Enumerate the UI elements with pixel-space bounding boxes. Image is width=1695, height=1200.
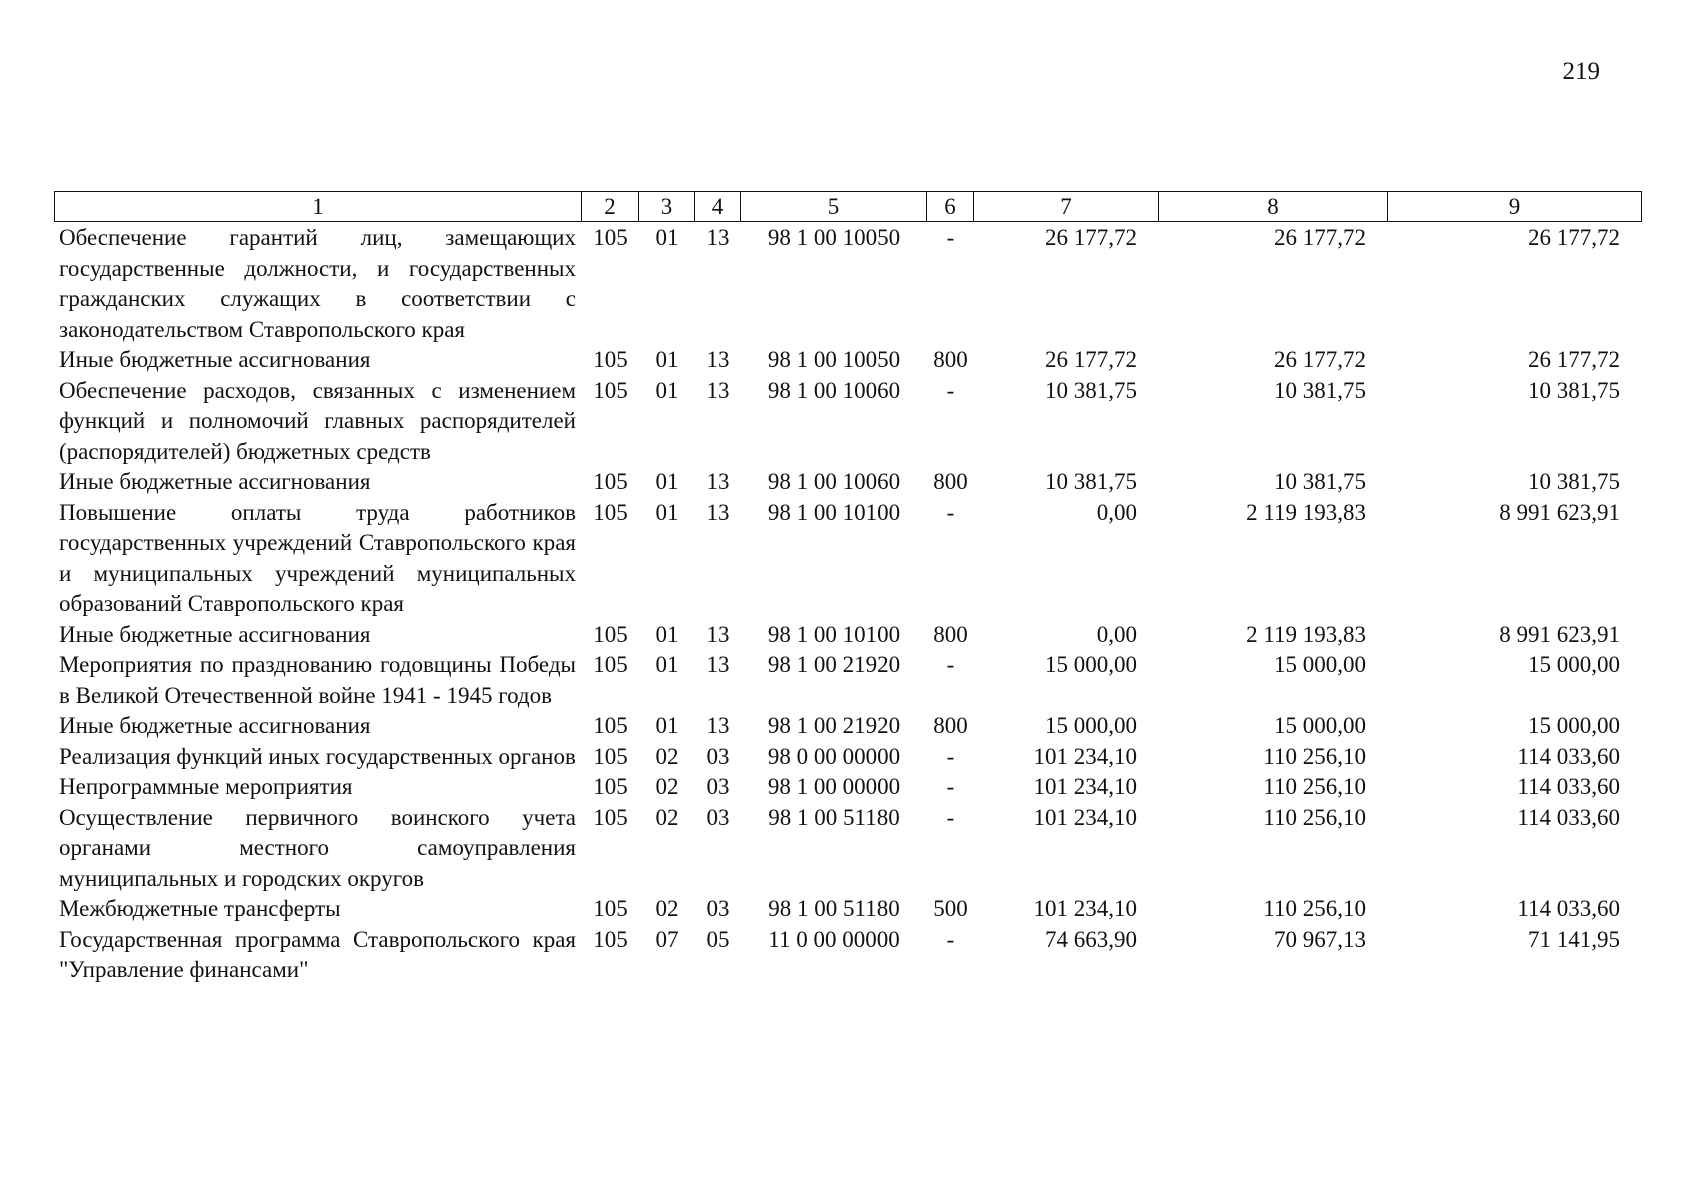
row-vr-cell: 800 — [933, 713, 968, 738]
row-vr-cell: 500 — [933, 896, 968, 921]
row-vr-cell: - — [946, 743, 955, 769]
row-rz-cell: 01 — [655, 652, 679, 677]
table-body — [54, 222, 1642, 986]
row-amount-2-cell: 10 381,75 — [1274, 377, 1366, 403]
row-amount-3-cell: 10 381,75 — [1528, 469, 1620, 494]
row-ved-cell: 105 — [593, 499, 628, 525]
row-name-cell: Мероприятия по празднованию годовщины Победы в Великой Отечественной войне 1941 - 1945 годов — [59, 652, 576, 708]
table-row — [54, 467, 1642, 498]
row-amount-2-cell: 110 256,10 — [1263, 804, 1366, 830]
row-ved-cell: 105 — [593, 713, 628, 738]
row-name-cell: Межбюджетные трансферты — [59, 896, 341, 921]
row-amount-3-cell: 26 177,72 — [1528, 347, 1620, 372]
row-rz-cell: 01 — [655, 469, 679, 494]
row-pr-cell: 13 — [706, 499, 730, 525]
row-pr-cell: 13 — [706, 713, 730, 738]
row-vr-cell: - — [946, 377, 955, 403]
row-name-cell: Иные бюджетные ассигнования — [59, 347, 371, 372]
row-amount-3-cell: 114 033,60 — [1517, 804, 1620, 830]
row-amount-3-cell: 114 033,60 — [1517, 743, 1620, 769]
row-vr-cell: - — [946, 774, 955, 799]
row-csr-cell: 98 1 00 21920 — [767, 713, 901, 738]
table-row — [54, 742, 1642, 773]
row-amount-2-cell: 15 000,00 — [1274, 713, 1366, 738]
table-header — [54, 191, 1642, 222]
row-pr-cell: 03 — [706, 774, 730, 799]
row-vr-cell: 800 — [933, 469, 968, 494]
row-rz-cell: 02 — [655, 774, 679, 799]
row-vr-cell: 800 — [933, 347, 968, 372]
row-vr-cell: - — [946, 499, 955, 525]
row-amount-1-cell: 101 234,10 — [1033, 774, 1137, 799]
row-amount-2-cell: 2 119 193,83 — [1246, 621, 1366, 647]
row-amount-3-cell: 10 381,75 — [1528, 377, 1620, 403]
table-row — [54, 620, 1642, 651]
row-name-cell: Повышение оплаты труда работников государственных учреждений Ставропольского края и муниципальных учреждений муниципальных образований Ставропольского края — [59, 499, 576, 616]
budget-table — [54, 191, 1642, 986]
row-csr-cell: 98 1 00 51180 — [768, 896, 900, 921]
row-ved-cell: 105 — [593, 774, 628, 799]
row-csr-cell: 98 1 00 10100 — [767, 621, 901, 647]
row-rz-cell: 01 — [655, 499, 679, 525]
row-amount-3-cell: 26 177,72 — [1528, 225, 1620, 250]
row-amount-1-cell: 10 381,75 — [1045, 377, 1137, 403]
row-pr-cell: 03 — [706, 804, 730, 830]
row-amount-3-cell: 8 991 623,91 — [1499, 499, 1620, 525]
table-row — [54, 650, 1642, 711]
table-row — [54, 925, 1642, 986]
row-csr-cell: 98 1 00 10060 — [767, 469, 901, 494]
row-amount-2-cell: 2 119 193,83 — [1246, 499, 1366, 525]
table-row — [54, 222, 1642, 345]
column-header-7: 7 — [974, 191, 1159, 222]
row-name-cell: Иные бюджетные ассигнования — [59, 469, 371, 494]
row-name-cell: Реализация функций иных государственных органов — [59, 743, 576, 769]
page-number: 219 — [1562, 58, 1600, 85]
column-header-8: 8 — [1159, 191, 1388, 222]
table-row — [54, 498, 1642, 620]
row-name-cell: Государственная программа Ставропольского края "Управление финансами" — [59, 926, 576, 982]
row-amount-2-cell: 15 000,00 — [1274, 652, 1366, 677]
table-row — [54, 894, 1642, 925]
row-pr-cell: 13 — [706, 469, 730, 494]
row-amount-1-cell: 0,00 — [1096, 499, 1137, 525]
row-name-cell: Осуществление первичного воинского учета органами местного самоуправления муниципальных и городских округов — [59, 804, 576, 891]
row-pr-cell: 13 — [706, 225, 730, 250]
row-amount-3-cell: 8 991 623,91 — [1499, 621, 1620, 647]
row-amount-2-cell: 70 967,13 — [1274, 926, 1366, 952]
row-amount-2-cell: 110 256,10 — [1263, 774, 1366, 799]
column-header-3: 3 — [639, 191, 695, 222]
row-vr-cell: - — [946, 652, 955, 677]
row-rz-cell: 02 — [655, 896, 679, 921]
row-amount-2-cell: 26 177,72 — [1274, 347, 1366, 372]
row-ved-cell: 105 — [593, 652, 628, 677]
row-rz-cell: 01 — [655, 225, 679, 250]
table-row — [54, 803, 1642, 895]
row-ved-cell: 105 — [593, 225, 628, 250]
row-rz-cell: 02 — [655, 804, 679, 830]
column-header-6: 6 — [927, 191, 974, 222]
row-amount-3-cell: 114 033,60 — [1517, 774, 1620, 799]
row-amount-1-cell: 15 000,00 — [1045, 652, 1137, 677]
row-name-cell: Непрограммные мероприятия — [59, 774, 353, 799]
table-row — [54, 376, 1642, 468]
row-amount-1-cell: 101 234,10 — [1033, 743, 1137, 769]
row-pr-cell: 13 — [706, 347, 730, 372]
table-row — [54, 711, 1642, 742]
row-csr-cell: 98 0 00 00000 — [767, 743, 901, 769]
row-ved-cell: 105 — [593, 926, 628, 952]
row-amount-1-cell: 26 177,72 — [1045, 225, 1137, 250]
row-amount-3-cell: 15 000,00 — [1528, 652, 1620, 677]
row-ved-cell: 105 — [593, 804, 628, 830]
row-pr-cell: 03 — [706, 743, 730, 769]
row-name-cell: Иные бюджетные ассигнования — [59, 621, 371, 647]
row-csr-cell: 98 1 00 10100 — [767, 499, 901, 525]
row-amount-1-cell: 0,00 — [1096, 621, 1137, 647]
row-pr-cell: 05 — [706, 926, 730, 952]
column-header-1: 1 — [54, 191, 582, 222]
row-amount-1-cell: 15 000,00 — [1045, 713, 1137, 738]
column-header-9: 9 — [1388, 191, 1642, 222]
column-header-5: 5 — [741, 191, 927, 222]
row-vr-cell: - — [946, 225, 955, 250]
row-name-cell: Иные бюджетные ассигнования — [59, 713, 371, 738]
column-header-4: 4 — [695, 191, 741, 222]
row-rz-cell: 01 — [655, 713, 679, 738]
row-amount-2-cell: 26 177,72 — [1274, 225, 1366, 250]
row-pr-cell: 13 — [706, 377, 730, 403]
row-vr-cell: 800 — [933, 621, 968, 647]
column-header-2: 2 — [582, 191, 639, 222]
row-name-cell: Обеспечение расходов, связанных с изменением функций и полномочий главных распорядителей (распорядителей) бюджетных средств — [59, 377, 576, 464]
row-ved-cell: 105 — [593, 377, 628, 403]
row-ved-cell: 105 — [593, 743, 628, 769]
table-row — [54, 345, 1642, 376]
row-vr-cell: - — [946, 804, 955, 830]
row-pr-cell: 03 — [706, 896, 730, 921]
row-amount-1-cell: 26 177,72 — [1045, 347, 1137, 372]
row-amount-1-cell: 101 234,10 — [1033, 804, 1137, 830]
row-amount-1-cell: 74 663,90 — [1045, 926, 1137, 952]
row-csr-cell: 98 1 00 21920 — [767, 652, 901, 677]
row-csr-cell: 98 1 00 51180 — [768, 804, 900, 830]
row-csr-cell: 98 1 00 10050 — [767, 347, 901, 372]
row-amount-2-cell: 110 256,10 — [1263, 743, 1366, 769]
row-vr-cell: - — [946, 926, 955, 952]
row-pr-cell: 13 — [706, 652, 730, 677]
row-ved-cell: 105 — [593, 469, 628, 494]
row-amount-1-cell: 10 381,75 — [1045, 469, 1137, 494]
header-row — [54, 191, 1642, 222]
table-row — [54, 772, 1642, 803]
row-ved-cell: 105 — [593, 621, 628, 647]
row-rz-cell: 01 — [655, 377, 679, 403]
row-amount-3-cell: 15 000,00 — [1528, 713, 1620, 738]
row-csr-cell: 98 1 00 10060 — [767, 377, 901, 403]
row-csr-cell: 98 1 00 00000 — [767, 774, 901, 799]
row-amount-2-cell: 110 256,10 — [1263, 896, 1366, 921]
row-pr-cell: 13 — [706, 621, 730, 647]
row-ved-cell: 105 — [593, 896, 628, 921]
row-name-cell: Обеспечение гарантий лиц, замещающих государственные должности, и государственных гражданских служащих в соответствии с законодательством Ставропольского края — [59, 225, 576, 342]
row-ved-cell: 105 — [593, 347, 628, 372]
row-rz-cell: 01 — [655, 347, 679, 372]
row-amount-3-cell: 114 033,60 — [1517, 896, 1620, 921]
row-rz-cell: 02 — [655, 743, 679, 769]
row-rz-cell: 01 — [655, 621, 679, 647]
row-csr-cell: 98 1 00 10050 — [767, 225, 901, 250]
row-rz-cell: 07 — [655, 926, 679, 952]
row-csr-cell: 11 0 00 00000 — [768, 926, 900, 952]
row-amount-1-cell: 101 234,10 — [1033, 896, 1137, 921]
row-amount-2-cell: 10 381,75 — [1274, 469, 1366, 494]
row-amount-3-cell: 71 141,95 — [1528, 926, 1620, 952]
